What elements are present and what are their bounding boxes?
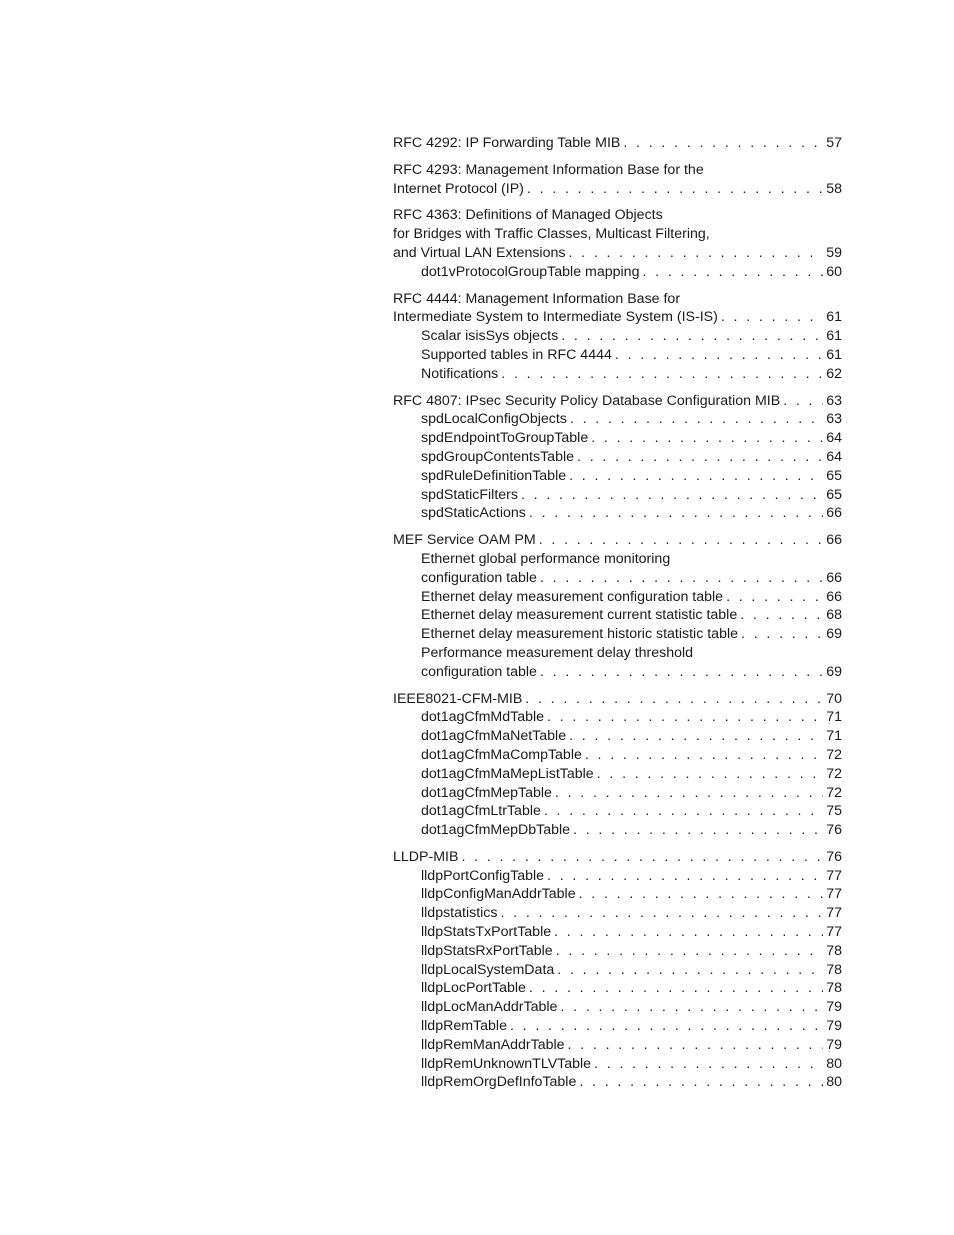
toc-page-number[interactable]: 66	[826, 569, 842, 586]
toc-section	[393, 290, 842, 384]
toc-page-number[interactable]: 69	[826, 626, 842, 643]
toc-section	[393, 206, 842, 281]
toc-subentry[interactable]	[393, 1017, 842, 1036]
toc-subentry[interactable]	[393, 1055, 842, 1074]
dot-leader	[615, 346, 823, 365]
toc-page-number[interactable]: 65	[826, 467, 842, 484]
toc-entry-title[interactable]: lldpstatistics	[421, 905, 498, 922]
toc-entry[interactable]	[393, 308, 842, 327]
dot-leader	[783, 392, 823, 411]
toc-entry-title[interactable]: Ethernet delay measurement historic statistic table	[421, 626, 739, 643]
toc-entry-title: RFC 4293: Management Information Base for the	[393, 161, 704, 178]
dot-leader	[597, 765, 824, 784]
toc-entry-title[interactable]: lldpRemOrgDefInfoTable	[421, 1074, 577, 1091]
toc-page-number[interactable]: 79	[826, 1036, 842, 1053]
toc-subentry[interactable]	[393, 365, 842, 384]
dot-leader	[577, 448, 823, 467]
dot-leader	[529, 979, 823, 998]
dot-leader	[740, 606, 823, 625]
toc-entry-title: RFC 4363: Definitions of Managed Objects	[393, 207, 663, 224]
toc-entry-title[interactable]: Ethernet delay measurement current statistic table	[421, 607, 738, 624]
toc-page-number[interactable]: 65	[826, 486, 842, 503]
toc-page-number[interactable]: 66	[826, 532, 842, 549]
toc-entry[interactable]	[393, 848, 842, 867]
toc-page-number[interactable]: 76	[826, 822, 842, 839]
toc-subentry[interactable]	[393, 569, 842, 588]
toc-page-number[interactable]: 63	[826, 392, 842, 409]
toc-page-number[interactable]: 66	[826, 505, 842, 522]
toc-entry-title[interactable]: dot1agCfmMepDbTable	[421, 822, 571, 839]
toc-subentry[interactable]	[393, 448, 842, 467]
dot-leader	[591, 429, 823, 448]
toc-page-number[interactable]: 59	[826, 244, 842, 261]
toc-entry-title[interactable]: Intermediate System to Intermediate System (IS-IS)	[393, 309, 718, 326]
toc-page-number[interactable]: 62	[826, 365, 842, 382]
dot-leader	[726, 588, 823, 607]
toc-page-number[interactable]: 63	[826, 411, 842, 428]
toc-section	[393, 392, 842, 524]
toc-subentry[interactable]	[393, 867, 842, 886]
toc-entry-title[interactable]: lldpLocManAddrTable	[421, 999, 558, 1016]
toc-subentry	[393, 550, 842, 569]
toc-entry	[393, 161, 842, 180]
toc-subentry[interactable]	[393, 486, 842, 505]
dot-leader	[510, 1017, 823, 1036]
toc-subentry[interactable]	[393, 346, 842, 365]
toc-page-number[interactable]: 77	[826, 924, 842, 941]
toc-page-number[interactable]: 66	[826, 588, 842, 605]
toc-page-number[interactable]: 72	[826, 765, 842, 782]
dot-leader	[568, 244, 823, 263]
dot-leader	[529, 504, 823, 523]
dot-leader	[741, 625, 823, 644]
dot-leader	[560, 998, 823, 1017]
toc-entry-title[interactable]: lldpRemManAddrTable	[421, 1036, 565, 1053]
toc-entry-title[interactable]: spdRuleDefinitionTable	[421, 467, 567, 484]
toc-entry-title: Ethernet global performance monitoring	[421, 550, 671, 567]
toc-entry-title[interactable]: and Virtual LAN Extensions	[393, 244, 566, 261]
toc-entry-title[interactable]: lldpRemTable	[421, 1018, 507, 1035]
toc-entry-title[interactable]: IEEE8021-CFM-MIB	[393, 690, 523, 707]
toc-subentry[interactable]	[393, 961, 842, 980]
dot-leader	[540, 663, 823, 682]
toc-entry-title[interactable]: spdStaticFilters	[421, 486, 518, 503]
toc-subentry[interactable]	[393, 708, 842, 727]
toc-entry-title[interactable]: lldpLocalSystemData	[421, 961, 555, 978]
toc-page-number[interactable]: 69	[826, 663, 842, 680]
toc-entry	[393, 225, 842, 244]
toc-page-number[interactable]: 72	[826, 784, 842, 801]
toc-entry-title[interactable]: RFC 4292: IP Forwarding Table MIB	[393, 135, 621, 151]
toc-subentry[interactable]	[393, 802, 842, 821]
toc-section	[393, 531, 842, 681]
toc-entry[interactable]	[393, 180, 842, 199]
dot-leader	[570, 410, 823, 429]
toc-entry-title[interactable]: Supported tables in RFC 4444	[421, 346, 612, 363]
toc-subentry	[393, 644, 842, 663]
toc-entry-title[interactable]: lldpLocPortTable	[421, 980, 526, 997]
toc-subentry[interactable]	[393, 784, 842, 803]
dot-leader	[594, 1055, 823, 1074]
dot-leader	[721, 308, 823, 327]
toc-subentry[interactable]	[393, 746, 842, 765]
toc-entry[interactable]	[393, 531, 842, 550]
toc-subentry[interactable]	[393, 327, 842, 346]
toc-subentry[interactable]	[393, 429, 842, 448]
dot-leader	[525, 690, 823, 709]
dot-leader	[500, 904, 823, 923]
toc-subentry[interactable]	[393, 923, 842, 942]
toc-entry-title[interactable]: dot1agCfmMaMepListTable	[421, 765, 594, 782]
toc-page-number[interactable]: 71	[826, 709, 842, 726]
toc-subentry[interactable]	[393, 765, 842, 784]
toc-entry-title: Performance measurement delay threshold	[421, 644, 694, 661]
toc-entry	[393, 290, 842, 309]
dot-leader	[585, 746, 823, 765]
toc-page-number[interactable]: 77	[826, 905, 842, 922]
dot-leader	[554, 923, 823, 942]
dot-leader	[569, 727, 823, 746]
dot-leader	[568, 1036, 824, 1055]
toc-entry-title[interactable]: Ethernet delay measurement configuration table	[421, 588, 724, 605]
toc-entry-title[interactable]: spdGroupContentsTable	[421, 448, 575, 465]
dot-leader	[623, 134, 823, 153]
toc-page-number[interactable]: 64	[826, 448, 842, 465]
toc-subentry[interactable]	[393, 821, 842, 840]
toc-subentry[interactable]	[393, 998, 842, 1017]
dot-leader	[461, 848, 823, 867]
toc-entry-title[interactable]: lldpStatsTxPortTable	[421, 924, 552, 941]
toc-page-number[interactable]: 61	[826, 309, 842, 326]
toc-page-number[interactable]: 70	[826, 690, 842, 707]
toc-subentry[interactable]	[393, 263, 842, 282]
toc-entry-title[interactable]: lldpPortConfigTable	[421, 867, 545, 884]
toc-entry-title[interactable]: RFC 4807: IPsec Security Policy Database Configuration MIB	[393, 392, 781, 409]
toc-page-number[interactable]: 61	[826, 346, 842, 363]
toc-subentry[interactable]	[393, 504, 842, 523]
toc-entry-title[interactable]: dot1agCfmMaCompTable	[421, 746, 582, 763]
toc-page-number[interactable]: 80	[826, 1055, 842, 1072]
toc-subentry[interactable]	[393, 1073, 842, 1092]
toc-entry-title[interactable]: dot1agCfmMaNetTable	[421, 728, 567, 745]
dot-leader	[521, 486, 823, 505]
toc-entry-title[interactable]: MEF Service OAM PM	[393, 532, 536, 549]
toc-subentry[interactable]	[393, 588, 842, 607]
toc-page-number[interactable]: 79	[826, 999, 842, 1016]
toc-page-number[interactable]: 77	[826, 867, 842, 884]
toc-entry[interactable]	[393, 134, 842, 153]
toc-subentry[interactable]	[393, 1036, 842, 1055]
dot-leader	[547, 867, 823, 886]
dot-leader	[573, 821, 823, 840]
toc-entry-title[interactable]: dot1agCfmMepTable	[421, 784, 552, 801]
toc-entry-title[interactable]: dot1agCfmLtrTable	[421, 803, 541, 820]
toc-page-number[interactable]: 80	[826, 1074, 842, 1091]
table-of-contents	[393, 134, 842, 1100]
toc-subentry[interactable]	[393, 885, 842, 904]
toc-entry	[393, 206, 842, 225]
toc-subentry[interactable]	[393, 467, 842, 486]
toc-entry-title: RFC 4444: Management Information Base for	[393, 290, 681, 307]
dot-leader	[569, 467, 823, 486]
toc-entry-title[interactable]: Scalar isisSys objects	[421, 328, 559, 345]
toc-page-number[interactable]: 60	[826, 263, 842, 280]
toc-subentry[interactable]	[393, 942, 842, 961]
toc-entry-title[interactable]: LLDP-MIB	[393, 848, 459, 865]
toc-entry-title[interactable]: configuration table	[421, 569, 537, 586]
toc-page-number[interactable]: 75	[826, 803, 842, 820]
toc-subentry[interactable]	[393, 410, 842, 429]
toc-entry[interactable]	[393, 244, 842, 263]
toc-subentry[interactable]	[393, 606, 842, 625]
toc-entry-title[interactable]: dot1vProtocolGroupTable mapping	[421, 263, 640, 280]
toc-subentry[interactable]	[393, 979, 842, 998]
toc-page-number[interactable]: 76	[826, 848, 842, 865]
toc-entry[interactable]	[393, 392, 842, 411]
toc-entry-title: for Bridges with Traffic Classes, Multicast Filtering,	[393, 226, 710, 243]
toc-page-number[interactable]: 78	[826, 980, 842, 997]
toc-page-number[interactable]: 78	[826, 942, 842, 959]
toc-page-number[interactable]: 61	[826, 328, 842, 345]
dot-leader	[547, 708, 823, 727]
dot-leader	[557, 961, 823, 980]
toc-entry-title[interactable]: lldpConfigManAddrTable	[421, 886, 576, 903]
toc-page-number[interactable]: 72	[826, 746, 842, 763]
toc-entry-title[interactable]: spdEndpointToGroupTable	[421, 430, 589, 447]
toc-section	[393, 161, 842, 199]
dot-leader	[555, 784, 823, 803]
toc-entry-title[interactable]: lldpStatsRxPortTable	[421, 942, 553, 959]
dot-leader	[579, 885, 824, 904]
toc-entry[interactable]	[393, 690, 842, 709]
toc-subentry[interactable]	[393, 727, 842, 746]
dot-leader	[544, 802, 823, 821]
dot-leader	[539, 531, 824, 550]
toc-entry-title[interactable]: Notifications	[421, 365, 499, 382]
toc-entry-title[interactable]: Internet Protocol (IP)	[393, 180, 524, 197]
toc-entry-title[interactable]: spdStaticActions	[421, 505, 526, 522]
toc-section	[393, 848, 842, 1092]
toc-page-number[interactable]: 78	[826, 961, 842, 978]
toc-subentry[interactable]	[393, 625, 842, 644]
toc-entry-title[interactable]: lldpRemUnknownTLVTable	[421, 1055, 592, 1072]
dot-leader	[561, 327, 823, 346]
toc-subentry[interactable]	[393, 904, 842, 923]
toc-page-number[interactable]: 58	[826, 180, 842, 197]
toc-page-number[interactable]: 77	[826, 886, 842, 903]
toc-page-number[interactable]: 64	[826, 430, 842, 447]
toc-page-number[interactable]: 79	[826, 1018, 842, 1035]
dot-leader	[579, 1073, 823, 1092]
dot-leader	[642, 263, 823, 282]
dot-leader	[527, 180, 823, 199]
dot-leader	[556, 942, 824, 961]
toc-page-number[interactable]: 57	[826, 135, 842, 151]
dot-leader	[540, 569, 823, 588]
toc-page-number[interactable]: 68	[826, 607, 842, 624]
toc-section	[393, 690, 842, 840]
toc-page-number[interactable]: 71	[826, 728, 842, 745]
toc-subentry[interactable]	[393, 663, 842, 682]
toc-section	[393, 134, 842, 153]
toc-entry-title[interactable]: spdLocalConfigObjects	[421, 411, 567, 428]
toc-entry-title[interactable]: configuration table	[421, 663, 537, 680]
toc-entry-title[interactable]: dot1agCfmMdTable	[421, 709, 545, 726]
dot-leader	[501, 365, 823, 384]
